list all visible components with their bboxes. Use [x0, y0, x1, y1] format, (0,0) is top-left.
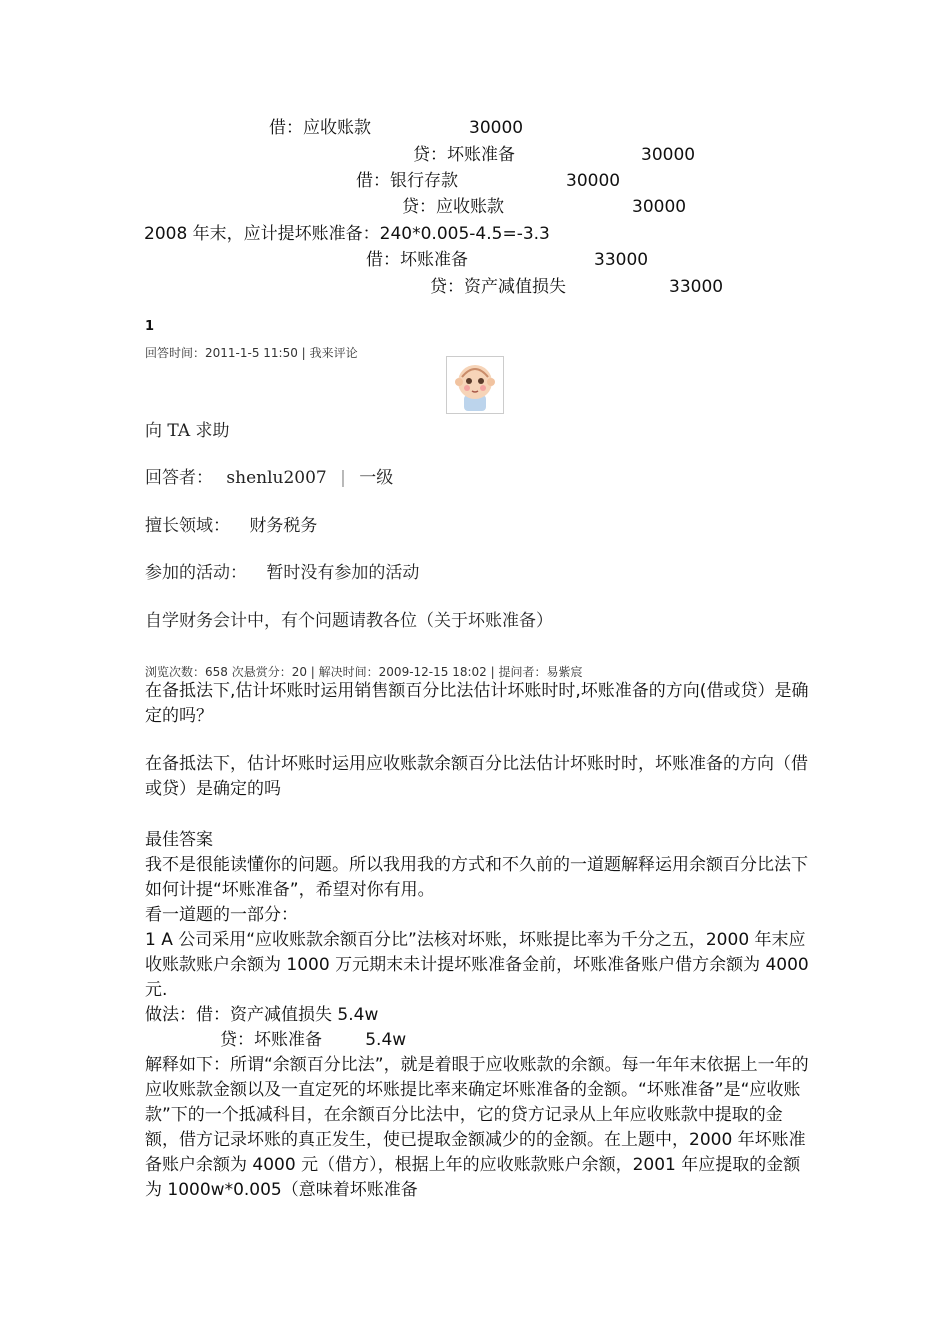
question-body-2	[145, 752, 810, 802]
avatar[interactable]	[446, 356, 504, 414]
question-body	[145, 679, 810, 729]
baby-face-icon	[447, 357, 503, 413]
entry-label: 贷：坏账准备	[413, 145, 515, 165]
entry-label: 借：坏账准备	[366, 250, 468, 270]
entry-label: 贷：应收账款	[402, 197, 504, 217]
activity-row	[145, 558, 419, 583]
entry-label: 贷：资产减值损失	[430, 277, 566, 297]
answer-meta	[145, 345, 358, 361]
answer-time: 回答时间：2011-1-5 11:50 |	[145, 346, 306, 360]
question-para-1: 在备抵法下,估计坏账时运用销售额百分比法估计坏账时时,坏账准备的方向(借或贷）是确定的吗？	[145, 681, 809, 726]
question-meta: 浏览次数：658 次悬赏分：20 | 解决时间：2009-12-15 18:02 | 提问者：易紫宸	[145, 665, 583, 679]
entry-amount: 30000	[469, 118, 524, 138]
entry-label: 借：应收账款	[269, 118, 371, 138]
entry-amount: 30000	[566, 171, 621, 191]
entry-amount: 30000	[632, 197, 687, 217]
activity-label: 参加的活动：	[145, 563, 247, 583]
answer-number: 1	[145, 319, 155, 334]
best-answer-para: 解释如下：所谓“余额百分比法”，就是着眼于应收账款的余额。每一年年末依据上一年的应收账款金额以及一直定死的坏账提比率来确定坏账准备的金额。“坏账准备”是“应收账款”下的一个抵减科目，在余额百分比法中，它的贷方记录从上年应收账款中提取的金额，借方记录坏账的真正发生，使已提取金额减少的的金额。在上题中，2000 年坏账准备账户余额为 4000 元（借方），根据上年的应收账款账户余额，2001 年应提取的金额为 1000w*0.005（意味着坏账准备	[145, 1055, 809, 1200]
best-answer-para: 我不是很能读懂你的问题。所以我用我的方式和不久前的一道题解释运用余额百分比法下如何计提“坏账准备”，希望对你有用。	[145, 855, 808, 900]
best-answer-para: 看一道题的一部分：	[145, 905, 298, 925]
answerer-row	[145, 463, 393, 488]
method-line-1: 做法：借：资产减值损失 5.4w	[145, 1005, 379, 1025]
entry-label: 借：银行存款	[356, 171, 458, 191]
answerer-name[interactable]: shenlu2007	[226, 468, 327, 488]
question-title[interactable]: 自学财务会计中，有个问题请教各位（关于坏账准备）	[145, 611, 553, 631]
activity-value: 暂时没有参加的活动	[266, 563, 420, 583]
answerer-level: 一级	[359, 468, 394, 488]
expertise-label: 擅长领域：	[145, 516, 230, 536]
entry-calculation: 2008 年末，应计提坏账准备：240*0.005-4.5=-3.3	[144, 224, 550, 244]
best-answer	[145, 828, 810, 1203]
expertise-row	[145, 511, 317, 536]
help-link[interactable]: 向 TA 求助	[145, 421, 230, 441]
entry-amount: 30000	[641, 145, 696, 165]
comment-link[interactable]: 我来评论	[309, 346, 358, 360]
entry-amount: 33000	[669, 277, 724, 297]
divider: |	[340, 468, 346, 488]
best-answer-para: 1 A 公司采用“应收账款余额百分比”法核对坏账，坏账提比率为千分之五，2000 年末应收账款账户余额为 1000 万元期末未计提坏账准备金前，坏账准备账户借方余额为 4000 元.	[145, 930, 809, 1000]
answerer-label: 回答者：	[145, 468, 213, 488]
question-para-2: 在备抵法下，估计坏账时运用应收账款余额百分比法估计坏账时时，坏账准备的方向（借或贷）是确定的吗	[145, 754, 808, 799]
best-answer-heading: 最佳答案	[145, 830, 213, 850]
entry-amount: 33000	[594, 250, 649, 270]
method-line-2: 贷：坏账准备 5.4w	[220, 1030, 407, 1050]
expertise-value: 财务税务	[249, 516, 318, 536]
